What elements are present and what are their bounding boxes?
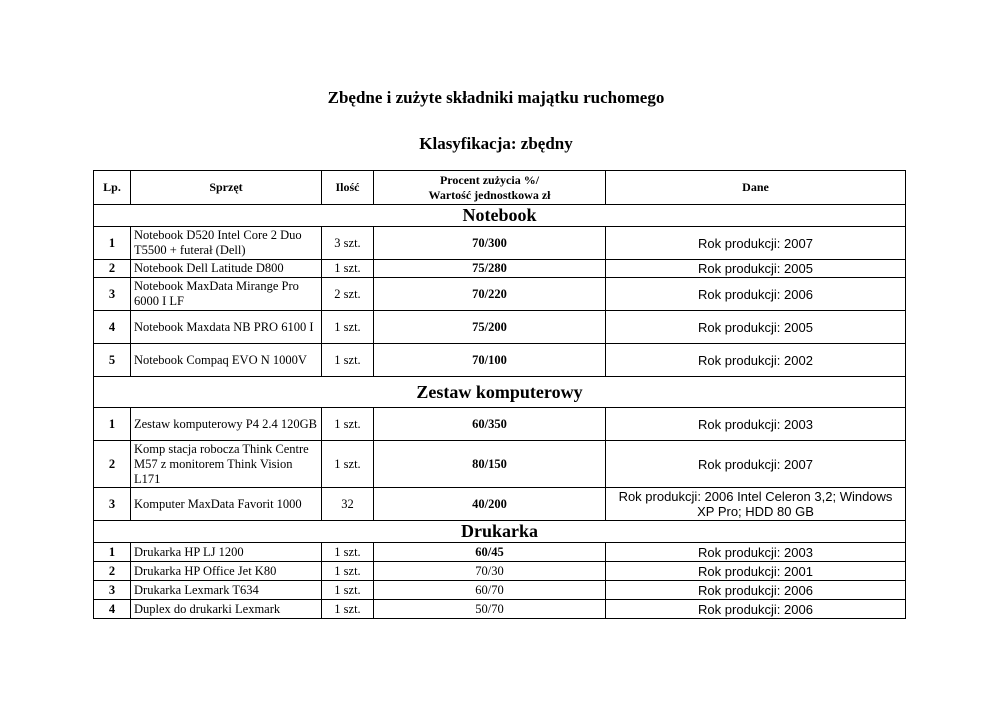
document-title: Zbędne i zużyte składniki majątku ruchomego <box>327 88 665 107</box>
cell-dane: Rok produkcji: 2006 <box>606 600 906 619</box>
cell-lp: 1 <box>94 408 131 441</box>
cell-ilosc: 32 <box>322 488 374 521</box>
cell-ilosc: 1 szt. <box>322 581 374 600</box>
cell-procent: 75/280 <box>374 260 606 278</box>
section-row <box>94 377 906 408</box>
cell-dane: Rok produkcji: 2007 <box>606 227 906 260</box>
cell-sprzet: Zestaw komputerowy P4 2.4 120GB <box>131 408 322 441</box>
table-row <box>94 543 906 562</box>
cell-lp: 4 <box>94 311 131 344</box>
cell-sprzet: Duplex do drukarki Lexmark <box>131 600 322 619</box>
cell-dane: Rok produkcji: 2005 <box>606 260 906 278</box>
cell-sprzet: Notebook D520 Intel Core 2 Duo T5500 + futerał (Dell) <box>131 227 322 260</box>
cell-lp: 2 <box>94 441 131 488</box>
table-row <box>94 408 906 441</box>
table-row <box>94 581 906 600</box>
cell-lp: 3 <box>94 581 131 600</box>
table-row <box>94 311 906 344</box>
cell-ilosc: 1 szt. <box>322 408 374 441</box>
cell-dane: Rok produkcji: 2003 <box>606 408 906 441</box>
cell-dane: Rok produkcji: 2006 <box>606 278 906 311</box>
table-row <box>94 488 906 521</box>
table-row <box>94 260 906 278</box>
cell-ilosc: 1 szt. <box>322 562 374 581</box>
cell-procent: 60/45 <box>374 543 606 562</box>
header-procent-line2: Wartość jednostkowa zł <box>428 187 551 202</box>
cell-sprzet: Komp stacja robocza Think Centre M57 z monitorem Think Vision L171 <box>131 441 322 488</box>
cell-ilosc: 1 szt. <box>322 344 374 377</box>
cell-lp: 2 <box>94 260 131 278</box>
cell-procent: 40/200 <box>374 488 606 521</box>
cell-ilosc: 1 szt. <box>322 311 374 344</box>
header-dane: Dane <box>606 171 906 205</box>
cell-sprzet: Drukarka HP LJ 1200 <box>131 543 322 562</box>
section-title-notebook: Notebook <box>94 205 906 227</box>
table-row <box>94 441 906 488</box>
cell-procent: 80/150 <box>374 441 606 488</box>
cell-sprzet: Notebook Dell Latitude D800 <box>131 260 322 278</box>
cell-lp: 1 <box>94 227 131 260</box>
cell-lp: 4 <box>94 600 131 619</box>
document-subtitle: Klasyfikacja: zbędny <box>419 134 573 153</box>
section-title-zestaw-komputerowy: Zestaw komputerowy <box>94 377 906 408</box>
section-row <box>94 521 906 543</box>
header-lp: Lp. <box>94 171 131 205</box>
header-procent <box>374 171 606 205</box>
table-row <box>94 227 906 260</box>
cell-dane: Rok produkcji: 2006 Intel Celeron 3,2; Windows XP Pro; HDD 80 GB <box>606 488 906 521</box>
cell-sprzet: Drukarka Lexmark T634 <box>131 581 322 600</box>
cell-sprzet: Notebook MaxData Mirange Pro 6000 I LF <box>131 278 322 311</box>
section-row <box>94 205 906 227</box>
cell-ilosc: 1 szt. <box>322 441 374 488</box>
cell-dane: Rok produkcji: 2002 <box>606 344 906 377</box>
cell-ilosc: 1 szt. <box>322 600 374 619</box>
cell-sprzet: Drukarka HP Office Jet K80 <box>131 562 322 581</box>
cell-procent: 60/350 <box>374 408 606 441</box>
cell-lp: 1 <box>94 543 131 562</box>
header-sprzet: Sprzęt <box>131 171 322 205</box>
cell-dane: Rok produkcji: 2003 <box>606 543 906 562</box>
cell-dane: Rok produkcji: 2006 <box>606 581 906 600</box>
cell-sprzet: Komputer MaxData Favorit 1000 <box>131 488 322 521</box>
cell-procent: 70/100 <box>374 344 606 377</box>
table-row <box>94 344 906 377</box>
cell-lp: 3 <box>94 278 131 311</box>
cell-procent: 75/200 <box>374 311 606 344</box>
cell-procent: 70/300 <box>374 227 606 260</box>
section-title-drukarka: Drukarka <box>94 521 906 543</box>
equipment-table <box>93 170 906 619</box>
cell-ilosc: 3 szt. <box>322 227 374 260</box>
cell-ilosc: 2 szt. <box>322 278 374 311</box>
cell-dane: Rok produkcji: 2007 <box>606 441 906 488</box>
cell-procent: 70/30 <box>374 562 606 581</box>
table-row <box>94 562 906 581</box>
cell-lp: 5 <box>94 344 131 377</box>
table-row <box>94 278 906 311</box>
cell-procent: 50/70 <box>374 600 606 619</box>
cell-lp: 3 <box>94 488 131 521</box>
table-header-row <box>94 171 906 205</box>
header-ilosc: Ilość <box>322 171 374 205</box>
cell-sprzet: Notebook Maxdata NB PRO 6100 I <box>131 311 322 344</box>
table-row <box>94 600 906 619</box>
header-procent-line1: Procent zużycia %/ <box>439 172 540 187</box>
cell-sprzet: Notebook Compaq EVO N 1000V <box>131 344 322 377</box>
cell-ilosc: 1 szt. <box>322 543 374 562</box>
cell-ilosc: 1 szt. <box>322 260 374 278</box>
cell-lp: 2 <box>94 562 131 581</box>
cell-procent: 60/70 <box>374 581 606 600</box>
cell-dane: Rok produkcji: 2005 <box>606 311 906 344</box>
cell-dane: Rok produkcji: 2001 <box>606 562 906 581</box>
cell-procent: 70/220 <box>374 278 606 311</box>
